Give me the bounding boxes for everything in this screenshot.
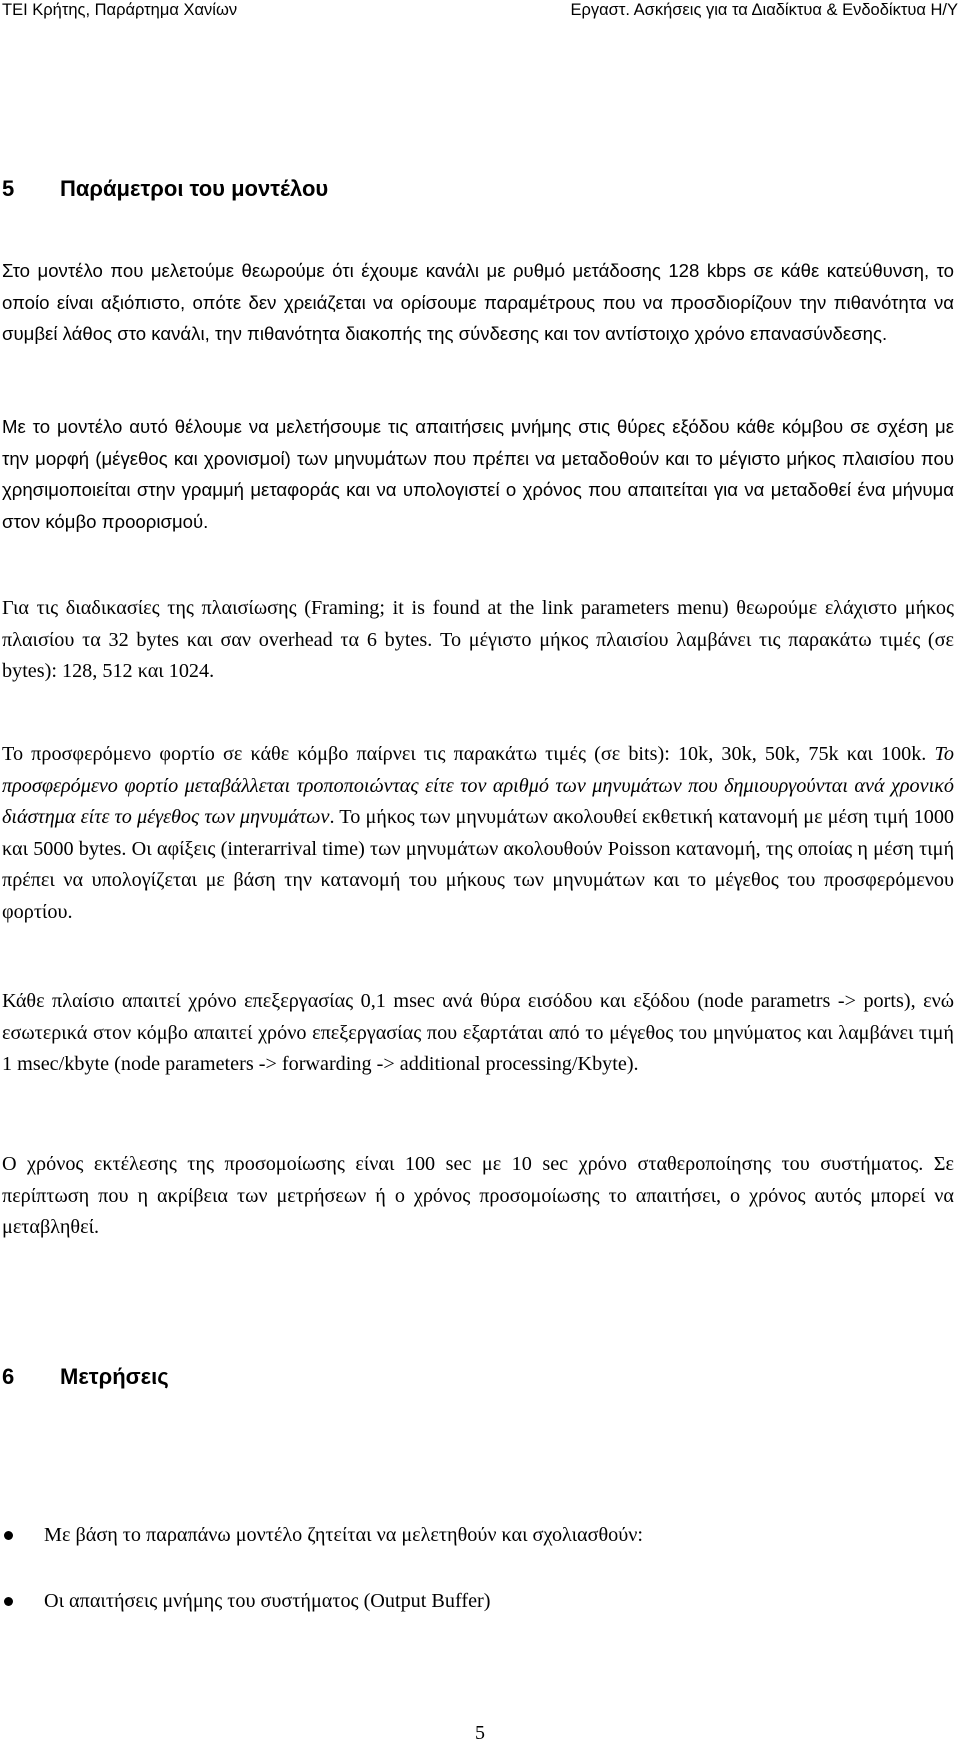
section-5-paragraph-2: Με το μοντέλο αυτό θέλουμε να μελετήσουμε τις απαιτήσεις μνήμης στις θύρες εξόδου κάθε κόμβου σε σχέση με την μορφή (μέγεθος και χρονισμοί) των μηνυμάτων που πρέπει να μεταδοθούν και το μέγιστο μήκος πλαισίου που χρησιμοποιείται στην γραμμή μεταφοράς και να υπολογιστεί ο χρόνος που απαιτείται για να μεταδοθεί ένα μήνυμα στον κόμβο προορισμού. — [2, 416, 954, 532]
section-6-title: Μετρήσεις — [60, 1364, 169, 1389]
paragraph-4-rest: . Το μήκος των μηνυμάτων ακολουθεί εκθετική κατανομή με μέση τιμή 1000 και 5000 bytes. Οι αφίξεις (interarrival time) των μηνυμάτων ακολουθούν Poisson κατανομή, της οποίας η μέση τιμή πρέπει να υπολογίζεται με βάση την κατανομή του μήκους των μηνυμάτων και το μέγεθος του προσφερόμενου φορτίου. — [2, 806, 955, 923]
list-item-text: Με βάση το παραπάνω μοντέλο ζητείται να μελετηθούν και σχολιασθούν: — [44, 1524, 643, 1546]
section-5-title: Παράμετροι του μοντέλου — [60, 176, 329, 201]
paragraph-4-emphasis: Το προσφερόμενο φορτίο μεταβάλλεται τροποποιώντας είτε τον αριθμό των μηνυμάτων που δημιουργούνται ανά χρονικό διάστημα είτε το μέγεθος των μηνυμάτων — [2, 743, 954, 828]
section-5-paragraph-1: Στο μοντέλο που μελετούμε θεωρούμε ότι έχουμε κανάλι με ρυθμό μετάδοσης 128 kbps σε κάθε κατεύθυνση, το οποίο είναι αξιόπιστο, οπότε δεν χρειάζεται να ορίσουμε παραμέτρους που να προσδιορίζουν την πιθανότητα να συμβεί λάθος στο κανάλι, την πιθανότητα διακοπής της σύνδεσης και τον αντίστοιχο χρόνο επανασύνδεσης. — [2, 260, 954, 344]
header-right: Εργαστ. Ασκήσεις για τα Διαδίκτυα & Ενδοδίκτυα Η/Υ — [570, 1, 958, 19]
page-number: 5 — [475, 1722, 485, 1744]
bullet-icon — [4, 1597, 13, 1606]
section-5-paragraph-4 — [2, 739, 954, 928]
paragraph-4-lead: Το προσφερόμενο φορτίο σε κάθε κόμβο παίρνει τις παρακάτω τιμές (σε bits): 10k, 30k, 50k, 75k και 100k. — [2, 743, 935, 765]
section-5-number: 5 — [2, 176, 15, 201]
section-5-paragraph-3: Για τις διαδικασίες της πλαισίωσης (Framing; it is found at the link parameters menu) θεωρούμε ελάχιστο μήκος πλαισίου τα 32 bytes και σαν overhead τα 6 bytes. Το μέγιστο μήκος πλαισίου λαμβάνει τις παρακάτω τιμές (σε bytes): 128, 512 και 1024. — [2, 597, 954, 682]
section-5-paragraph-5: Κάθε πλαίσιο απαιτεί χρόνο επεξεργασίας 0,1 msec ανά θύρα εισόδου και εξόδου (node parametrs -> ports), ενώ εσωτερικά στον κόμβο απαιτεί χρόνο επεξεργασίας που εξαρτάται από το μέγεθος του μηνύματος και λαμβάνει τιμή 1 msec/kbyte (node parameters -> forwarding -> additional processing/Kbyte). — [2, 990, 954, 1075]
list-item-text: Οι απαιτήσεις μνήμης του συστήματος (Output Buffer) — [44, 1590, 491, 1612]
section-5-paragraph-6: Ο χρόνος εκτέλεσης της προσομοίωσης είναι 100 sec με 10 sec χρόνο σταθεροποίησης του συστήματος. Σε περίπτωση που η ακρίβεια των μετρήσεων ή ο χρόνος προσομοίωσης το απαιτήσει, ο χρόνος αυτός μπορεί να μεταβληθεί. — [2, 1153, 954, 1238]
section-5-heading — [2, 176, 328, 202]
bullet-icon — [4, 1531, 13, 1540]
section-6-number: 6 — [2, 1364, 15, 1389]
section-6-heading — [2, 1364, 169, 1390]
header-left: ΤΕΙ Κρήτης, Παράρτημα Χανίων — [2, 1, 238, 19]
running-header — [0, 0, 960, 24]
